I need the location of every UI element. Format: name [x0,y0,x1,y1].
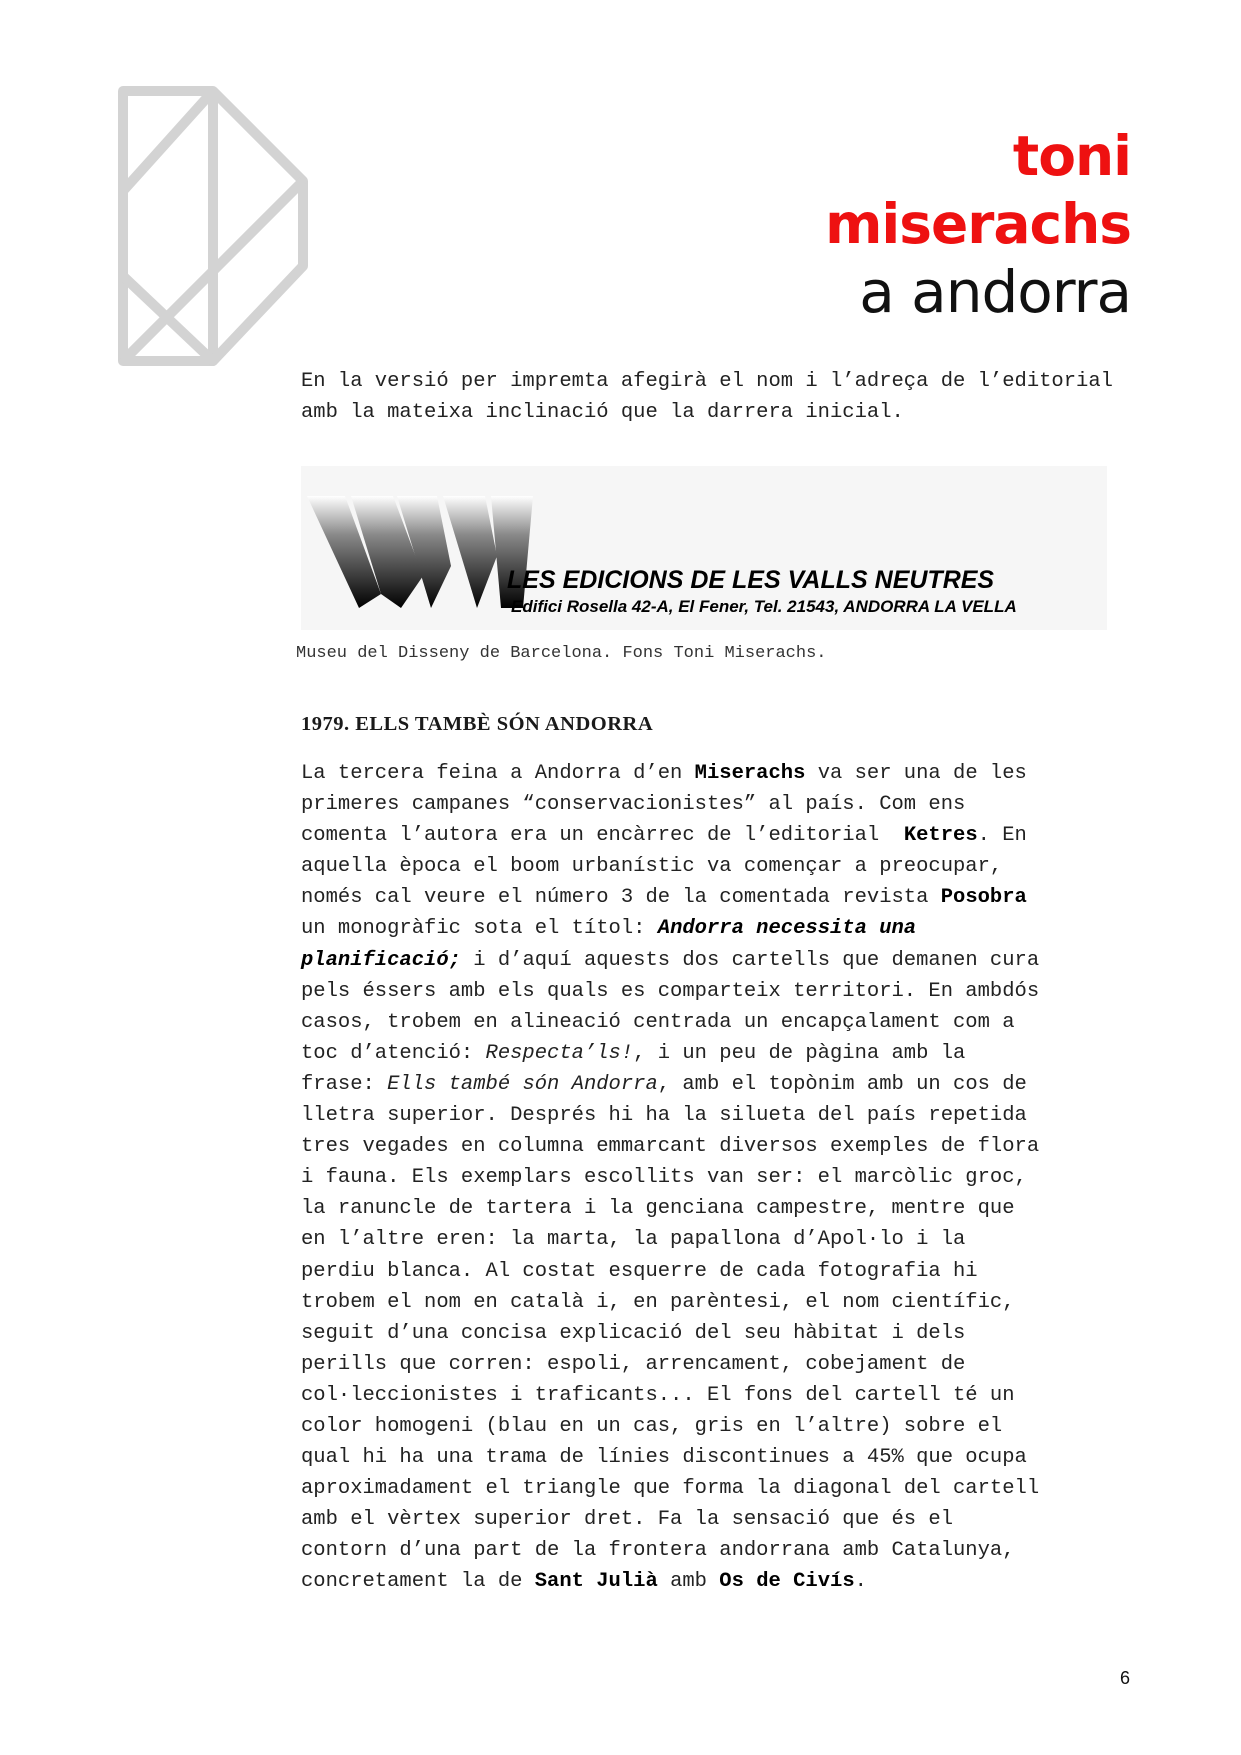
section-heading: 1979. ELLS TAMBÈ SÓN ANDORRA [301,713,654,735]
text-line: casos, trobem en alineació centrada un encapçalament com a [301,1010,1015,1034]
publisher-logo-image [301,466,1107,630]
text-line: perills que corren: espoli, arrencament, cobejament de [301,1352,966,1376]
text-line: tres vegades en columna emmarcant diversos exemples de flora [301,1135,1040,1159]
text-line: toc d’atenció: Respecta’ls!, i un peu de pàgina amb la [301,1041,966,1065]
text-line: aquella època el boom urbanístic va començar a preocupar, [301,855,1003,879]
text-line: color homogeni (blau en un cas, gris en l’altre) sobre el [301,1414,1003,1438]
text-line: seguit d’una concisa explicació del seu hàbitat i dels [301,1321,966,1345]
text-line: contorn d’una part de la frontera andorrana amb Catalunya, [301,1539,1015,1563]
text-line: i fauna. Els exemplars escollits van ser: el marcòlic groc, [301,1166,1027,1190]
title-line-miserachs: miserachs [825,192,1131,256]
document-title [825,122,1131,326]
intro-paragraph: En la versió per impremta afegirà el nom i l’adreça de l’editorial amb la mateixa inclinació que la darrera inicial. [301,370,1113,424]
text-line: aproximadament el triangle que forma la diagonal del cartell [301,1477,1040,1501]
publisher-name: LES EDICIONS DE LES VALLS NEUTRES [507,566,995,594]
publisher-logo-figure [301,466,1107,630]
text-line: només cal veure el número 3 de la comentada revista Posobra [301,886,1027,910]
vv-monogram [307,496,533,608]
text-line: amb el vèrtex superior dret. Fa la sensació que és el [301,1508,954,1532]
text-line: la ranuncle de tartera i la genciana campestre, mentre que [301,1197,1015,1221]
text-line: concretament la de Sant Julià amb Os de Civís. [301,1570,867,1594]
text-line: La tercera feina a Andorra d’en Miserachs va ser una de les [301,762,1027,785]
text-line: qual hi ha una trama de línies discontinues a 45% que ocupa [301,1446,1027,1470]
title-line-andorra: a andorra [859,258,1131,326]
text-line: pels éssers amb els quals es comparteix territori. En ambdós [301,979,1040,1003]
text-line: trobem el nom en català i, en parèntesi, el nom científic, [301,1290,1015,1314]
page-number: 6 [1120,1668,1131,1688]
title-line-toni: toni [1012,124,1131,188]
body-paragraph [301,758,1131,1598]
text-line: comenta l’autora era un encàrrec de l’editorial Ketres. En [301,824,1027,848]
text-line: un monogràfic sota el títol: Andorra necessita una [301,917,917,941]
publication-logo-mark [118,86,318,368]
text-line: frase: Ells també són Andorra, amb el topònim amb un cos de [301,1072,1027,1096]
text-line: lletra superior. Després hi ha la silueta del país repetida [301,1104,1027,1128]
text-line: primeres campanes “conservacionistes” al país. Com ens [301,793,966,817]
figure-caption: Museu del Disseny de Barcelona. Fons Toni Miserachs. [296,644,827,663]
text-line: perdiu blanca. Al costat esquerre de cada fotografia hi [301,1259,978,1283]
text-line: en l’altre eren: la marta, la papallona d’Apol·lo i la [301,1228,966,1252]
text-line: col·leccionistes i traficants... El fons del cartell té un [301,1383,1015,1407]
publisher-address: Edifici Rosella 42-A, El Fener, Tel. 21543, ANDORRA LA VELLA [511,597,1017,616]
text-line: planificació; i d’aquí aquests dos cartells que demanen cura [301,948,1040,972]
